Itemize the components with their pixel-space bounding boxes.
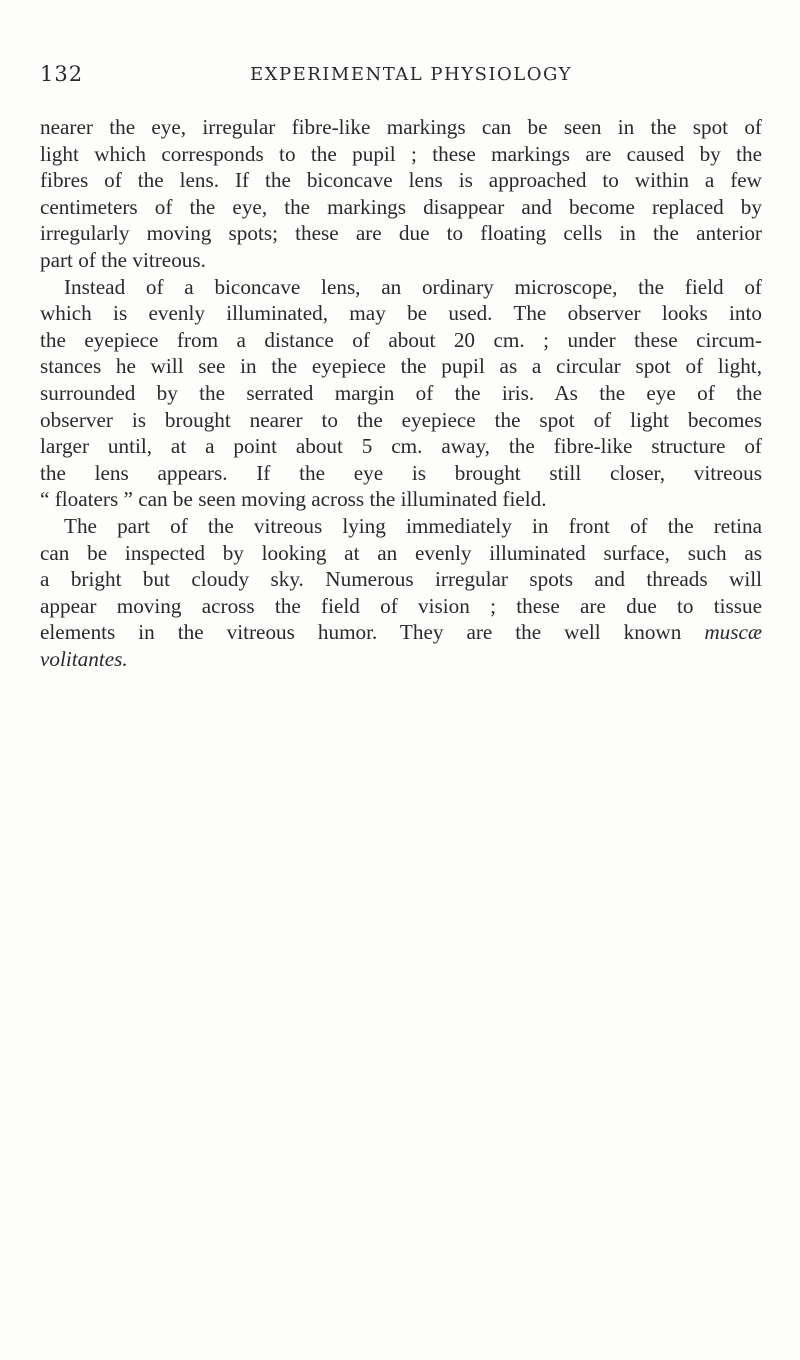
italic-term-line: volitantes.	[40, 646, 128, 671]
text-line: observer is brought nearer to the eyepiece the spot of light becomes	[40, 407, 762, 432]
text-line: The part of the vitreous lying immediately in front of the retina	[64, 513, 762, 538]
text-line: can be inspected by looking at an evenly illuminated surface, such as	[40, 540, 762, 565]
text-line: light which corresponds to the pupil ; these markings are caused by the	[40, 141, 762, 166]
text-line: Instead of a biconcave lens, an ordinary microscope, the field of	[64, 274, 762, 299]
running-head: EXPERIMENTAL PHYSIOLOGY	[250, 64, 572, 85]
text-line: a bright but cloudy sky. Numerous irregular spots and threads will	[40, 567, 762, 592]
page-number: 132	[40, 62, 84, 86]
text-segment: elements in the vitreous humor. They are the well known	[40, 620, 682, 645]
text-line-with-italic	[40, 619, 762, 646]
text-line: which is evenly illuminated, may be used. The observer looks into	[40, 301, 762, 326]
text-line: the lens appears. If the eye is brought still closer, vitreous	[40, 460, 762, 485]
text-line: nearer the eye, irregular fibre-like markings can be seen in the spot of	[40, 115, 762, 139]
text-line: the eyepiece from a distance of about 20 cm. ; under these circum-	[40, 327, 762, 352]
text-line: centimeters of the eye, the markings disappear and become replaced by	[40, 194, 762, 219]
text-line: surrounded by the serrated margin of the iris. As the eye of the	[40, 380, 762, 405]
paragraph-2	[40, 274, 762, 513]
text-line: fibres of the lens. If the biconcave lens is approached to within a few	[40, 168, 762, 193]
paragraph-3	[40, 513, 762, 673]
text-line: larger until, at a point about 5 cm. away, the fibre-like structure of	[40, 434, 762, 459]
paragraph-1	[40, 114, 762, 274]
text-line: part of the vitreous.	[40, 247, 206, 272]
body-text	[40, 114, 762, 672]
text-line: appear moving across the field of vision ; these are due to tissue	[40, 593, 762, 618]
text-line: irregularly moving spots; these are due to floating cells in the anterior	[40, 221, 762, 246]
text-line: stances he will see in the eyepiece the pupil as a circular spot of light,	[40, 354, 762, 379]
text-line: “ floaters ” can be seen moving across the illuminated field.	[40, 487, 547, 512]
italic-term: muscæ	[704, 620, 763, 645]
page-header	[40, 62, 762, 92]
